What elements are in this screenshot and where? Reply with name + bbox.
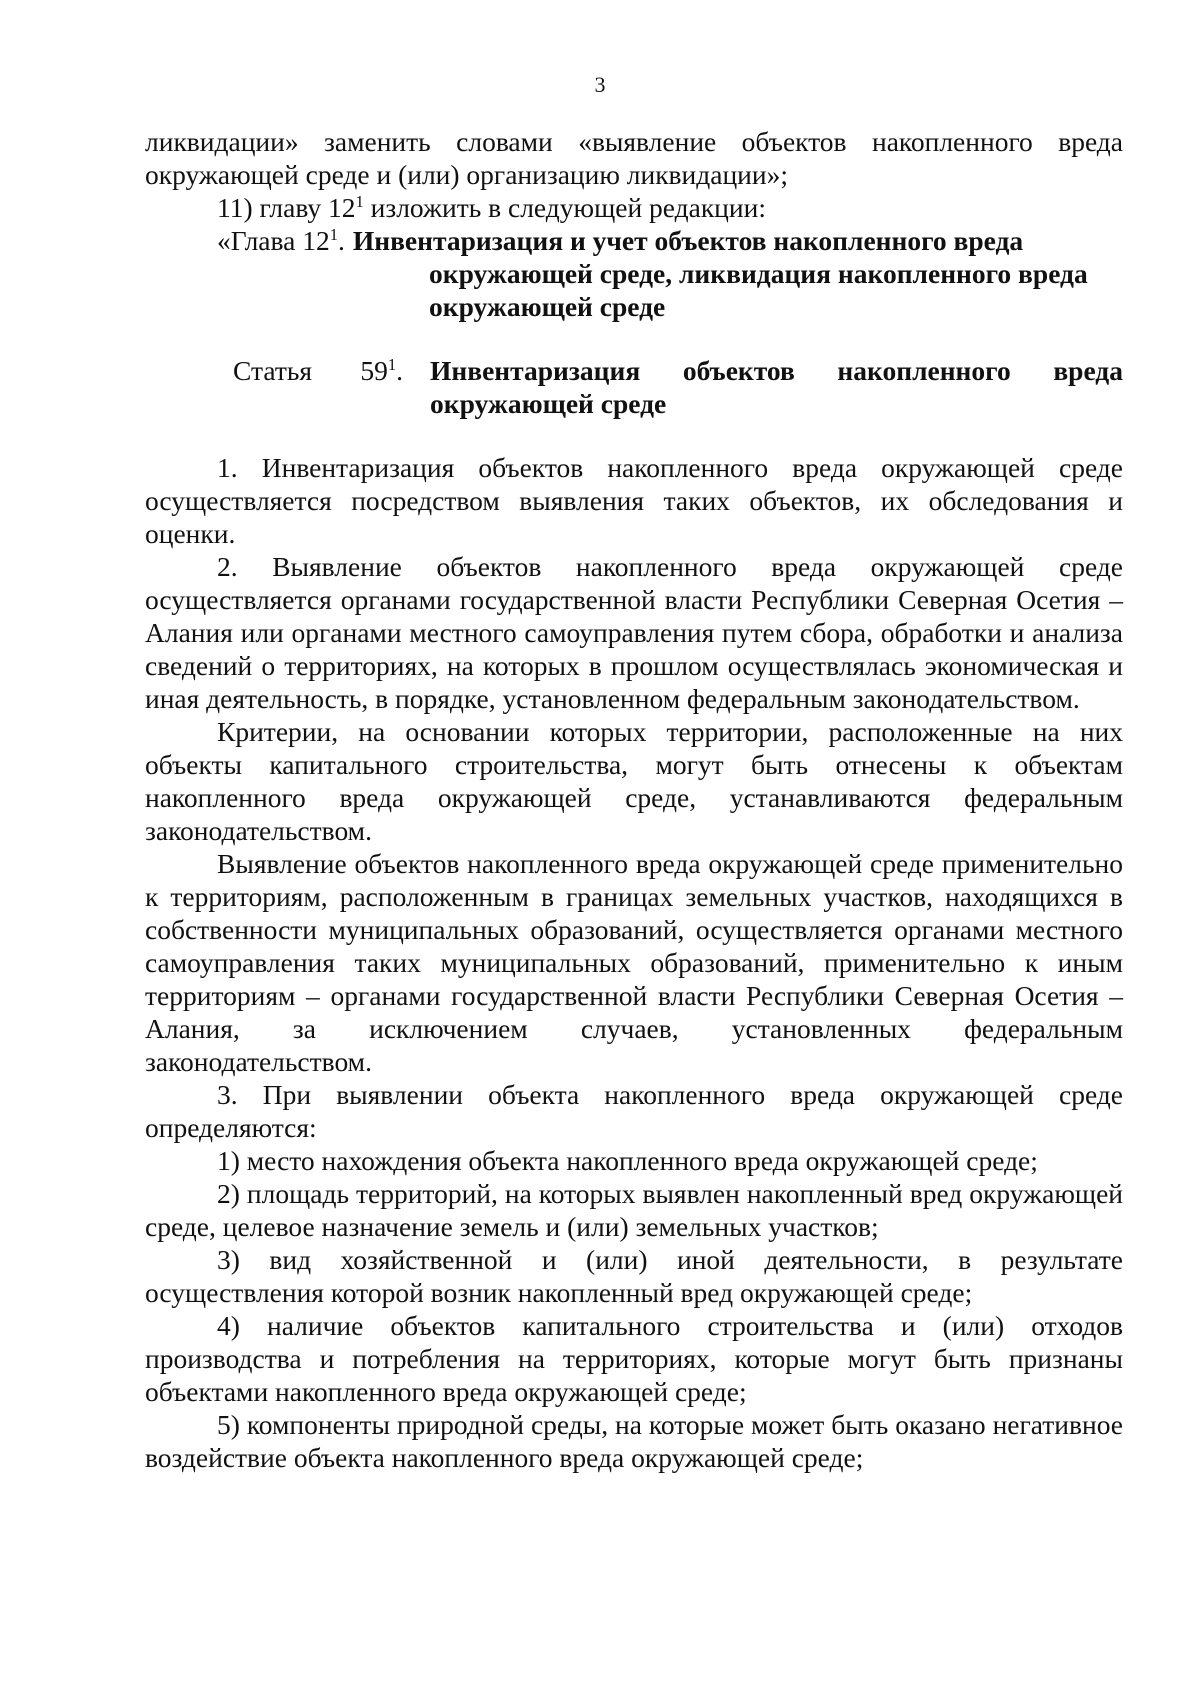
article-heading: [233, 354, 1123, 420]
chapter-title-line-2: окружающей среде, ликвидация накопленного вреда: [429, 258, 1088, 289]
item-11-sup: 1: [355, 191, 364, 211]
intro-line: ликвидации» заменить словами «выявление объектов накопленного вреда окружающей среде и (или) организацию ликвидации»;: [145, 126, 1123, 190]
chapter-heading: [217, 224, 1123, 257]
paragraph: 3. При выявлении объекта накопленного вреда окружающей среде определяются:: [145, 1079, 1123, 1143]
article-title: [430, 354, 1123, 420]
paragraph: Критерии, на основании которых территории, расположенные на них объекты капитального строительства, могут быть отнесены к объектам накопленного вреда окружающей среде, устанавливаются федеральным законодательством.: [145, 716, 1123, 846]
article-title-word: Инвентаризация: [430, 355, 641, 386]
paragraph: 1. Инвентаризация объектов накопленного вреда окружающей среде осуществляется посредством выявления таких объектов, их обследования и оценки.: [145, 452, 1123, 549]
article-number-sup: 1: [387, 354, 397, 374]
article-number-dot: .: [396, 355, 403, 386]
page-number: 3: [594, 72, 606, 97]
paragraph: 2. Выявление объектов накопленного вреда окружающей среде осуществляется органами государственной власти Республики Северная Осетия – Алания или органами местного самоуправления путем сбора, обработки и анализа сведений о территориях, на которых в прошлом осуществлялась экономическая и иная деятельность, в порядке, установленном федеральным законодательством.: [145, 551, 1123, 714]
list-item: 4) наличие объектов капитального строительства и (или) отходов производства и потребления на территориях, которые могут быть признаны объектами накопленного вреда окружающей среде;: [145, 1310, 1123, 1407]
article-title-line-1: [430, 354, 1123, 387]
list-item: 5) компоненты природной среды, на которые может быть оказано негативное воздействие объекта накопленного вреда окружающей среде;: [145, 1409, 1123, 1473]
item-11-text: 11) главу 12: [217, 192, 356, 223]
article-title-word: вреда: [1053, 355, 1123, 386]
chapter-title-cont: [217, 257, 1123, 323]
article-word: Статья: [233, 355, 313, 386]
document-body: [145, 125, 1123, 1474]
article-title-word: накопленного: [837, 355, 1011, 386]
chapter-lead-dot: .: [337, 225, 345, 256]
article-lead: [233, 354, 403, 420]
chapter-lead-text: «Глава 12: [217, 225, 330, 256]
paragraph: Выявление объектов накопленного вреда окружающей среде применительно к территориям, расположенным в границах земельных участков, находящихся в собственности муниципальных образований, осуществляется органами местного самоуправления таких муниципальных образований, применительно к иным территориям – органами государственной власти Республики Северная Осетия – Алания, за исключением случаев, установленных федеральным законодательством.: [145, 848, 1123, 1077]
chapter-title-line-3: окружающей среде: [429, 291, 666, 322]
article-number-text: 59: [360, 355, 388, 386]
article-number: [360, 354, 403, 420]
article-title-line-2: окружающей среде: [430, 388, 667, 419]
item-11: [145, 191, 1123, 224]
chapter-lead: [217, 224, 345, 257]
article-title-word: объектов: [682, 355, 795, 386]
list-item: 1) место нахождения объекта накопленного вреда окружающей среде;: [217, 1145, 1038, 1176]
item-11-text-end: изложить в следующей редакции:: [363, 192, 766, 223]
chapter-title-line-1: Инвентаризация и учет объектов накопленного вреда: [352, 225, 1024, 256]
chapter-lead-sup: 1: [329, 224, 338, 244]
list-item: 3) вид хозяйственной и (или) иной деятельности, в результате осуществления которой возник накопленный вред окружающей среде;: [145, 1244, 1123, 1308]
list-item: 2) площадь территорий, на которых выявлен накопленный вред окружающей среде, целевое назначение земель и (или) земельных участков;: [145, 1178, 1123, 1242]
